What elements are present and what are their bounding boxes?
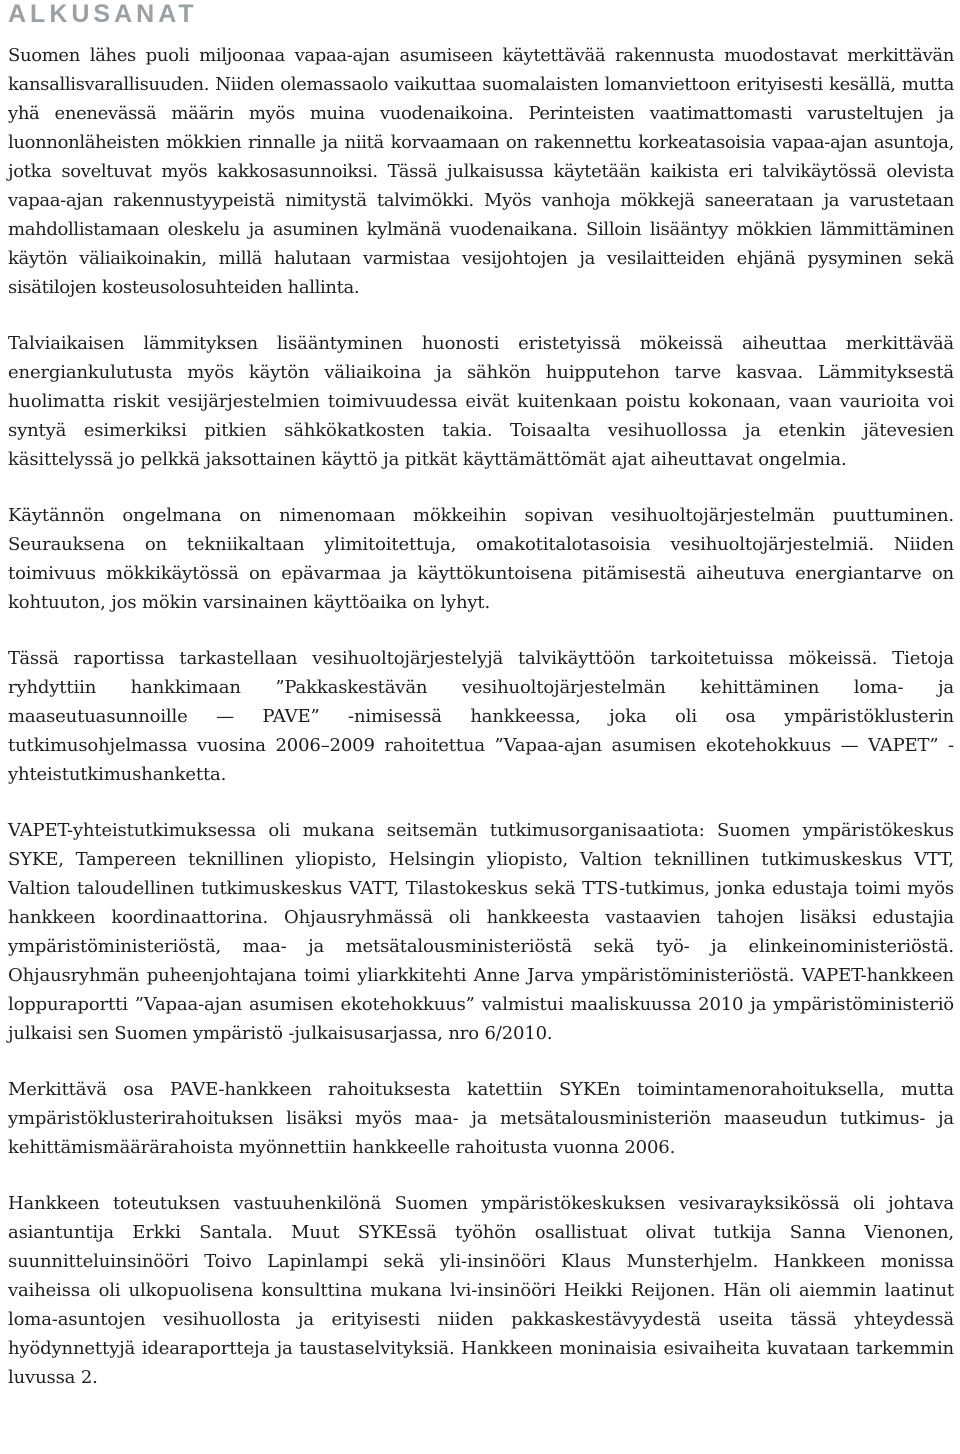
paragraph-vapet-partners: VAPET-yhteistutkimuksessa oli mukana seitsemän tutkimusorganisaatiota: Suomen ympäristökeskus SYKE, Tampereen teknillinen yliopisto, Helsingin yliopisto, Valtion teknillinen tutkimuskeskus VTT, Valtion taloudellinen tutkimuskeskus VATT, Tilastokeskus sekä TTS-tutkimus, jonka edustaja toimi myös hankkeen koordinaattorina. Ohjausryhmässä oli hankkeesta vastaavien tahojen lisäksi edustajia ympäristöministeriöstä, maa- ja metsätalousministeriöstä sekä työ- ja elinkeinoministeriöstä. Ohjausryhmän puheenjohtajana toimi yliarkkitehti Anne Jarva ympäristöministeriöstä. VAPET-hankkeen loppuraportti ”Vapaa-ajan asumisen ekotehokkuus” valmistui maaliskuussa 2010 ja ympäristöministeriö julkaisi sen Suomen ympäristö -julkaisusarjassa, nro 6/2010. [8,820,954,1044]
paragraph-heating: Talviaikaisen lämmityksen lisääntyminen huonosti eristetyissä mökeissä aiheuttaa merkittävää energiankulutusta myös käytön väliaikoina ja sähkön huipputehon tarve kasvaa. Lämmityksestä huolimatta riskit vesijärjestelmien toimivuudessa eivät kuitenkaan poistu kokonaan, vaan vaurioita voi syntyä esimerkiksi pitkien sähkökatkosten takia. Toisaalta vesihuollossa ja etenkin jätevesien käsittelyssä jo pelkkä jaksottainen käyttö ja pitkät käyttämättömät ajat aiheuttavat ongelmia. [8,333,954,470]
document-page [8,0,954,1419]
paragraph-problem: Käytännön ongelmana on nimenomaan mökkeihin sopivan vesihuoltojärjestelmän puuttuminen. Seurauksena on tekniikaltaan ylimitoitettuja, omakotitalotasoisia vesihuoltojärjestelmiä. Niiden toimivuus mökkikäytössä on epävarmaa ja käyttökuntoisena pitämisestä aiheutuva energiantarve on kohtuuton, jos mökin varsinainen käyttöaika on lyhyt. [8,505,954,613]
paragraph-report-scope: Tässä raportissa tarkastellaan vesihuoltojärjestelyjä talvikäyttöön tarkoitetuissa mökeissä. Tietoja ryhdyttiin hankkimaan ”Pakkaskestävän vesihuoltojärjestelmän kehittäminen loma- ja maaseutuasunnoille — PAVE” -nimisessä hankkeessa, joka oli osa ympäristöklusterin tutkimusohjelmassa vuosina 2006–2009 rahoitettua ”Vapaa-ajan asumisen ekotehokkuus — VAPET” -yhteistutkimushanketta. [8,648,954,785]
paragraph-introduction: Suomen lähes puoli miljoonaa vapaa-ajan asumiseen käytettävää rakennusta muodostavat merkittävän kansallisvarallisuuden. Niiden olemassaolo vaikuttaa suomalaisten lomanviettoon erityisesti kesällä, mutta yhä enenevässä määrin myös muina vuodenaikoina. Perinteisten vaatimattomasti varusteltujen ja luonnonläheisten mökkien rinnalle ja niitä korvaamaan on rakennettu korkeatasoisia vapaa-ajan asuntoja, jotka soveltuvat myös kakkosasunnoiksi. Tässä julkaisussa käytetään kaikista eri talvikäytössä olevista vapaa-ajan rakennustyypeistä nimitystä talvimökki. Myös vanhoja mökkejä saneerataan ja varustetaan mahdollistamaan oleskelu ja asuminen kylmänä vuodenaikana. Silloin lisääntyy mökkien lämmittäminen käytön väliaikoinakin, millä halutaan varmistaa vesijohtojen ja vesilaitteiden ehjänä pysyminen sekä sisätilojen kosteusolosuhteiden hallinta. [8,45,954,298]
paragraph-funding: Merkittävä osa PAVE-hankkeen rahoituksesta katettiin SYKEn toimintamenorahoituksella, mutta ympäristöklusterirahoituksen lisäksi myös maa- ja metsätalousministeriön maaseudun tutkimus- ja kehittämismäärärahoista myönnettiin hankkeelle rahoitusta vuonna 2006. [8,1079,954,1158]
page-heading: ALKUSANAT [8,0,198,28]
paragraph-personnel: Hankkeen toteutuksen vastuuhenkilönä Suomen ympäristökeskuksen vesivarayksikössä oli johtava asiantuntija Erkki Santala. Muut SYKEssä työhön osallistuat olivat tutkija Sanna Vienonen, suunnitteluinsinööri Toivo Lapinlampi sekä yli-insinööri Klaus Munsterhjelm. Hankkeen monissa vaiheissa oli ulkopuolisena konsulttina mukana lvi-insinööri Heikki Reijonen. Hän oli aiemmin laatinut loma-asuntojen vesihuollosta ja erityisesti niiden pakkaskestävyydestä useita tässä yhteydessä hyödynnettyjä idearaportteja ja taustaselvityksiä. Hankkeen moninaisia esivaiheita kuvataan tarkemmin luvussa 2. [8,1193,954,1388]
